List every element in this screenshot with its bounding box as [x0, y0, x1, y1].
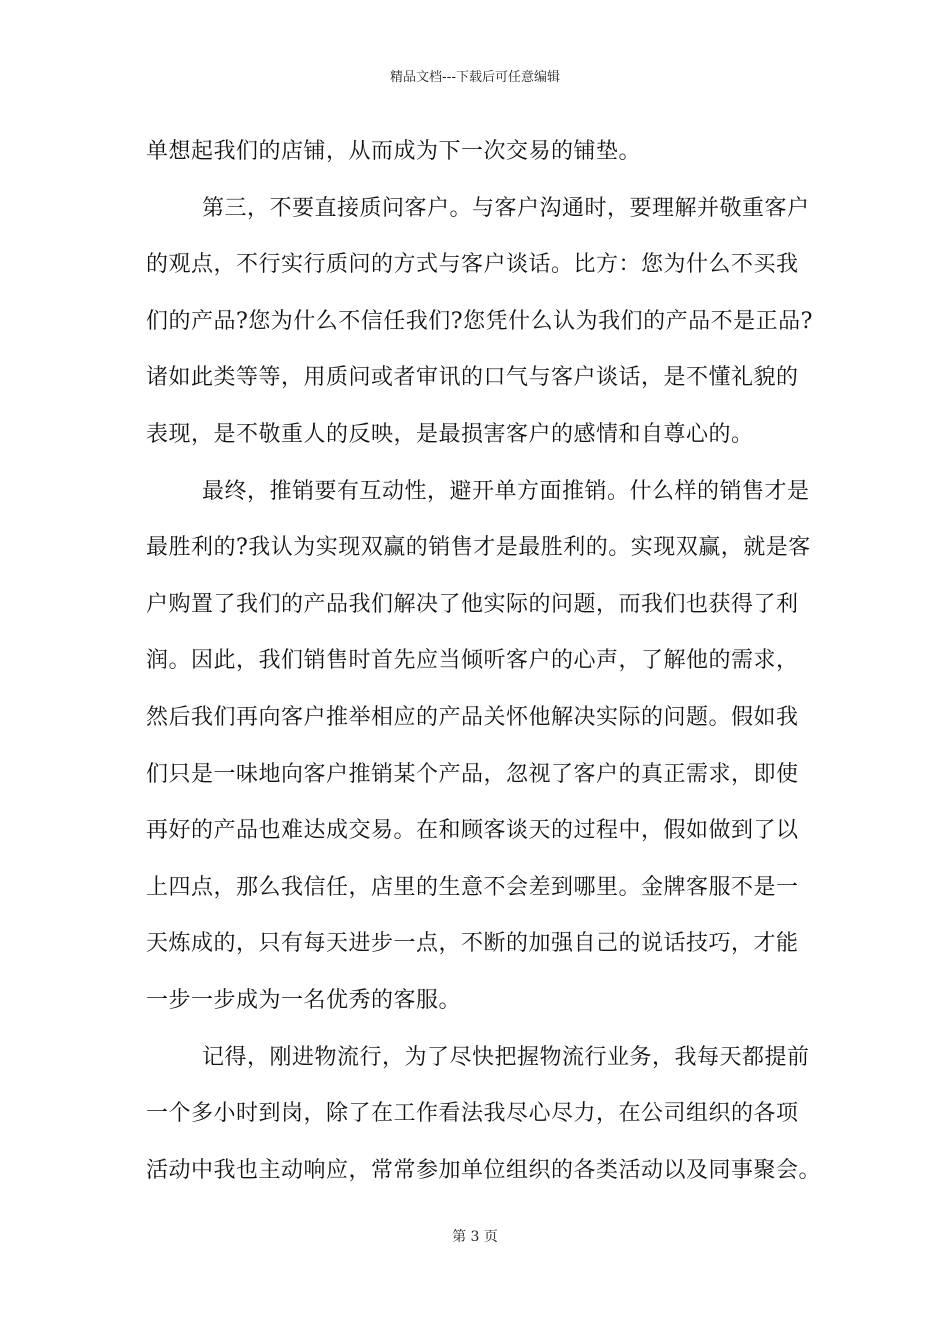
- text-line: 天炼成的，只有每天进步一点，不断的加强自己的说话技巧，才能: [146, 931, 799, 957]
- text-line: 表现，是不敬重人的反映，是最损害客户的感情和自尊心的。: [146, 421, 754, 447]
- page-header: 精品文档---下载后可任意编辑: [389, 70, 561, 85]
- text-line: 单想起我们的店铺，从而成为下一次交易的铺垫。: [146, 139, 642, 164]
- text-line: 的观点，不行实行质问的方式与客户谈话。比方：您为什么不买我: [146, 252, 799, 278]
- text-line: 最终，推销要有互动性，避开单方面推销。什么样的销售才是: [202, 478, 810, 504]
- text-line: 户购置了我们的产品我们解决了他实际的问题，而我们也获得了利: [146, 591, 799, 617]
- text-line: 记得，刚进物流行，为了尽快把握物流行业务，我每天都提前: [202, 1044, 810, 1070]
- text-line: 一步一步成为一名优秀的客服。: [146, 987, 462, 1013]
- text-line: 一个多小时到岗，除了在工作看法我尽心尽力，在公司组织的各项: [146, 1101, 799, 1127]
- text-line: 诸如此类等等，用质问或者审讯的口气与客户谈话，是不懂礼貌的: [146, 365, 799, 391]
- text-line: 活动中我也主动响应，常常参加单位组织的各类活动以及同事聚会。: [146, 1157, 822, 1183]
- document-body: [146, 132, 822, 1207]
- text-line: 们只是一味地向客户推销某个产品，忽视了客户的真正需求，即使: [146, 761, 799, 787]
- text-line: 然后我们再向客户推举相应的产品关怀他解决实际的问题。假如我: [146, 704, 799, 730]
- text-line: 再好的产品也难达成交易。在和顾客谈天的过程中，假如做到了以: [146, 818, 799, 844]
- text-line: 第三，不要直接质问客户。与客户沟通时，要理解并敬重客户: [202, 195, 810, 221]
- text-line: 上四点，那么我信任，店里的生意不会差到哪里。金牌客服不是一: [146, 874, 799, 900]
- text-line: 们的产品?您为什么不信任我们?您凭什么认为我们的产品不是正品?: [146, 308, 813, 334]
- text-line: 最胜利的?我认为实现双赢的销售才是最胜利的。实现双赢，就是客: [146, 535, 811, 561]
- page-number: 第 3 页: [452, 1229, 498, 1245]
- text-line: 润。因此，我们销售时首先应当倾听客户的心声，了解他的需求，: [146, 648, 799, 674]
